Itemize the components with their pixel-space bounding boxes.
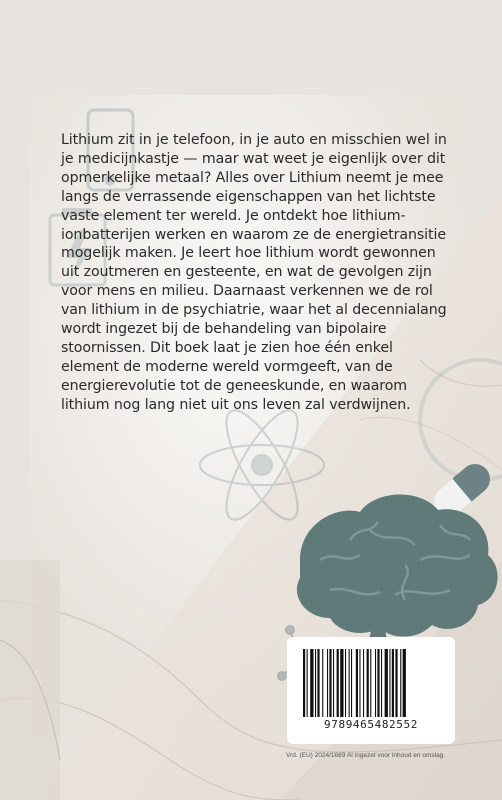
blurb-text: Lithium zit in je telefoon, in je auto en misschien wel in je medicijnkastje — maar wat weet je eigenlijk over dit opmerkelijke metaal? Alles over Lithium neemt je mee langs de verrassende eigenschappen van het lichtste vaste element ter wereld. Je ontdekt hoe lithium-ionbatterijen werken en waarom ze de energietransitie mogelijk maken. Je leert hoe lithium wordt gewonnen uit zoutmeren en gesteente, en wat de gevolgen zijn voor mens en milieu. Daarnaast verkennen we de rol van lithium in de psychiatrie, waar het al decennialang wordt ingezet bij de behandeling van bipolaire stoornissen. Dit boek laat je zien hoe één enkel element de moderne wereld vormgeeft, van de energierevolutie tot de geneeskunde, en waarom lithium nog lang niet uit ons leven zal verdwijnen.	[61, 132, 447, 413]
barcode	[287, 637, 455, 744]
legal-notice: Vrd. (EU) 2024/1689 AI ingezet voor inhoud en omslag.	[286, 752, 446, 759]
barcode-bars	[303, 649, 439, 717]
isbn-number: 9789465482552	[324, 718, 418, 731]
